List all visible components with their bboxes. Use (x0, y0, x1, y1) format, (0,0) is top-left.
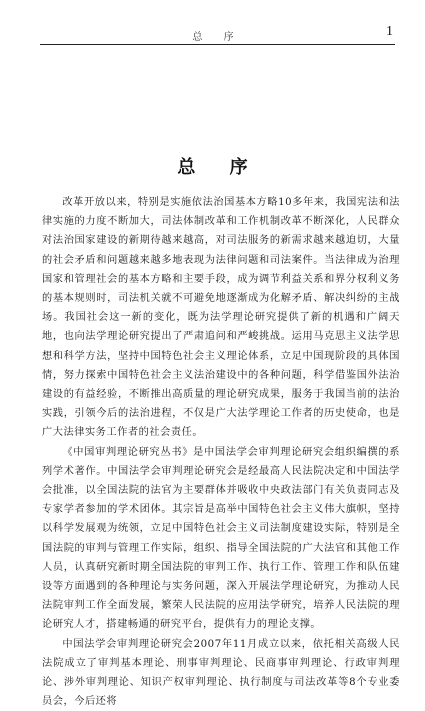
running-header (40, 24, 395, 45)
paragraph-2: 《中国审判理论研究丛书》是中国法学会审判理论研究会组织编撰的系列学术著作。中国法学会审判理论研究会是经最高人民法院决定和中国法学会批准，以全国法院的法官为主要群体并吸收中央政法部门有关负责同志及专家学者参加的学术团体。其宗旨是高举中国特色社会主义伟大旗帜，坚持以科学发展观为统领，立足中国特色社会主义司法制度建设实际，特别是全国法院的审判与管理工作实际，组织、指导全国法院的广大法官和其他工作人员，认真研究新时期全国法院的审判工作、执行工作、管理工作和队伍建设等方面遇到的各种理论与实务问题，深入开展法学理论研究，为推动人民法院审判工作全面发展，繁荣人民法院的应用法学研究，培养人民法院的理论研究人才，搭建畅通的研究平台，提供有力的理论支撑。 (42, 446, 400, 631)
body-text (42, 193, 400, 711)
page-number: 1 (386, 24, 393, 39)
paragraph-3: 中国法学会审判理论研究会2007年11月成立以来，依托相关高级人民法院成立了审判基本理论、刑事审判理论、民商事审判理论、行政审判理论、涉外审判理论、知识产权审判理论、执行制度与司法改革等8个专业委员会，今后还将 (42, 638, 400, 708)
paragraph-1: 改革开放以来，特别是实施依法治国基本方略10多年来，我国宪法和法律实施的力度不断加大，司法体制改革和工作机制改革不断深化，人民群众对法治国家建设的新期待越来越高，对司法服务的新需求越来越迫切，大量的社会矛盾和问题越来越多地表现为法律问题和司法案件。当法律成为治理国家和管理社会的基本方略和主要手段，成为调节利益关系和界分权利义务的基本规则时，司法机关就不可避免地逐渐成为化解矛盾、解决纠纷的主战场。我国社会这一新的变化，既为法学理论研究提供了新的机遇和广阔天地，也向法学理论研究提出了严肃追问和严峻挑战。运用马克思主义法学思想和科学方法，坚持中国特色社会主义理论体系，立足中国现阶段的具体国情，努力探索中国特色社会主义法治建设中的各种问题，科学借鉴国外法治建设的有益经验，不断推出高质量的理论研究成果，服务于我国当前的法治实践，引领今后的法治进程，不仅是广大法学理论工作者的历史使命，也是广大法律实务工作者的社会责任。 (42, 197, 400, 439)
running-title: 总 序 (192, 32, 243, 43)
chapter-title: 总 序 (177, 157, 262, 179)
